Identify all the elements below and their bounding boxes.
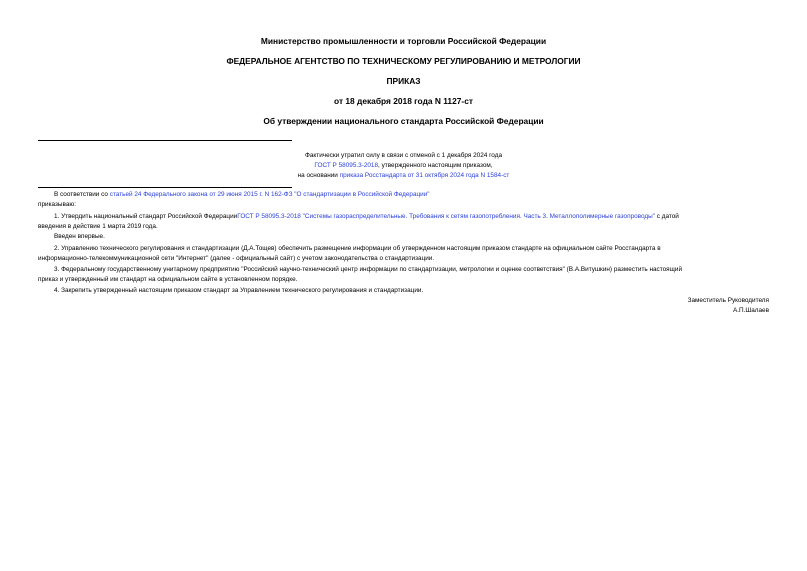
status-note-line2-text: , утвержденного настоящим приказом,: [378, 162, 493, 169]
intro-paragraph: [38, 190, 785, 200]
item1-text-end: с датой: [654, 213, 679, 220]
rosstandart-order-link[interactable]: приказа Росстандарта от 31 октября 2024 года N 1584-ст: [339, 172, 510, 179]
intro-text: В соответствии со: [54, 191, 110, 198]
document-subject: Об утверждении национального стандарта Российской Федерации: [263, 116, 544, 126]
signatory-name: А.П.Шалаев: [732, 307, 769, 314]
status-note-line3: [0, 171, 807, 181]
item2-line2: информационно-телекоммуникационной сети "Интернет" (далее - официальный сайт) с учетом законодательства о стандартизации.: [38, 255, 435, 262]
ministry-name: Министерство промышленности и торговли Российской Федерации: [260, 36, 547, 46]
item2-line1: 2. Управлению технического регулирования и стандартизации (Д.А.Тощев) обеспечить размещение информации об утвержденном настоящим приказом стандарте на официальном сайте Росстандарта в: [54, 245, 661, 252]
status-note-line2: [0, 161, 807, 171]
status-note-line3-text: на основании: [297, 172, 340, 179]
document-type: ПРИКАЗ: [386, 76, 421, 86]
gost-link[interactable]: ГОСТ Р 58095.3-2018: [314, 162, 379, 169]
federal-law-link[interactable]: статьей 24 Федерального закона от 29 июня 2015 г. N 162-ФЗ "О стандартизации в Российской Федерации": [109, 191, 430, 198]
status-note-line1: Фактически утратил силу в связи с отменой с 1 декабря 2024 года: [305, 152, 502, 159]
signatory-position: Заместитель Руководителя: [687, 297, 769, 304]
divider-bottom: [38, 187, 292, 188]
order-word: приказываю:: [38, 201, 76, 208]
item1-paragraph: [38, 212, 785, 222]
agency-name: ФЕДЕРАЛЬНОЕ АГЕНТСТВО ПО ТЕХНИЧЕСКОМУ РЕГУЛИРОВАНИЮ И МЕТРОЛОГИИ: [226, 56, 581, 66]
gost-standard-link[interactable]: ГОСТ Р 58095.3-2018 "Системы газораспределительные. Требования к сетям газопотребления. Часть 3. Металлополимерные газопроводы": [237, 213, 655, 220]
item1-line2: введения в действие 1 марта 2019 года.: [38, 223, 158, 230]
document-date-number: от 18 декабря 2018 года N 1127-ст: [334, 96, 473, 106]
divider-top: [38, 140, 292, 141]
item3-line1: 3. Федеральному государственному унитарному предприятию "Российский научно-технический центр информации по стандартизации, метрологии и оценке соответствия" (В.А.Витушкин) разместить настоящий: [54, 266, 683, 273]
item1-text: 1. Утвердить национальный стандарт Российской Федерации: [54, 213, 238, 220]
item4-paragraph: 4. Закрепить утвержденный настоящим приказом стандарт за Управлением технического регулирования и стандартизации.: [54, 287, 424, 294]
item3-line2: приказ и утвержденный им стандарт на официальном сайте в установленном порядке.: [38, 276, 298, 283]
introduced-note: Введен впервые.: [54, 233, 105, 240]
